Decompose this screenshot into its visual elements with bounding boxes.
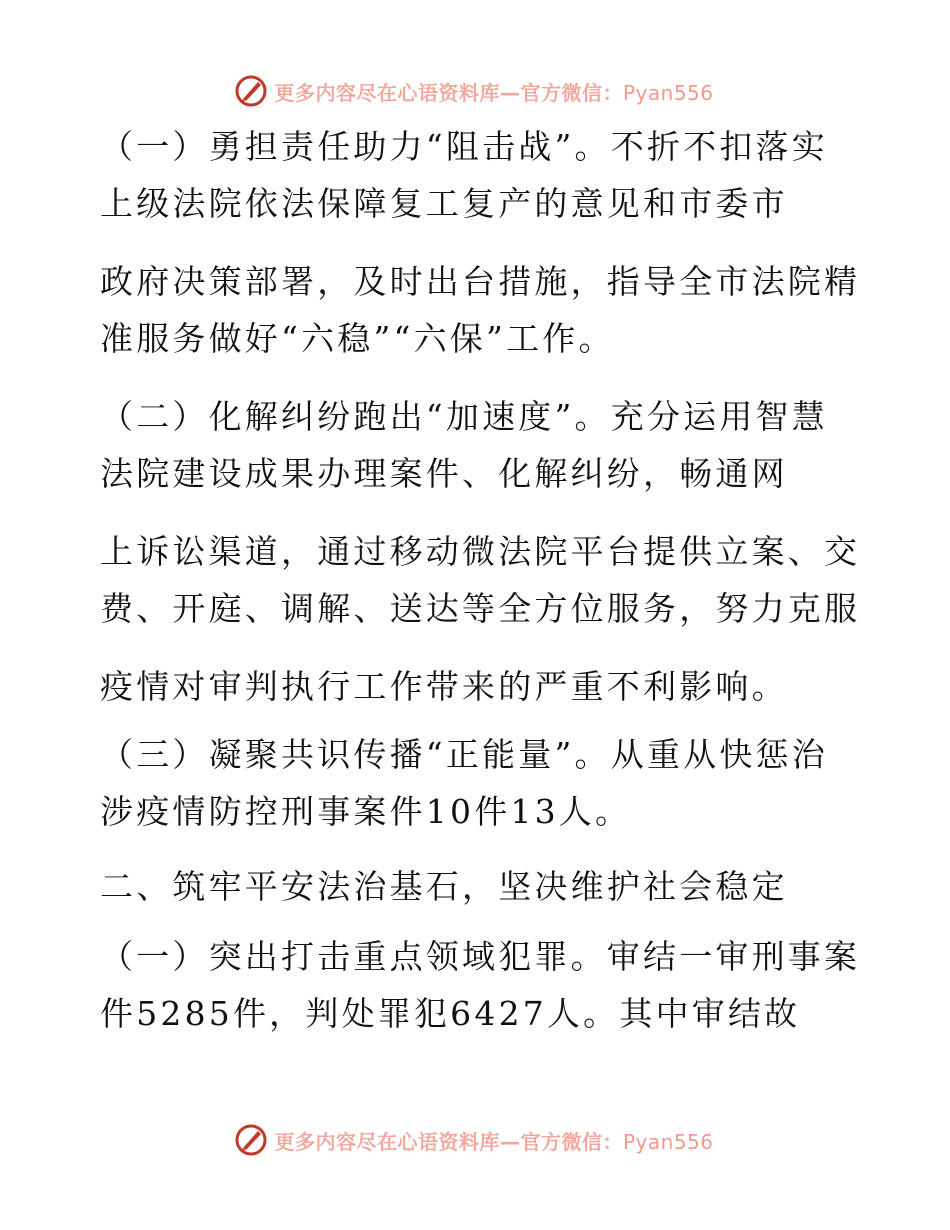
text-line: 疫情对审判执行工作带来的严重不利影响。 [100, 667, 788, 706]
text-line: （一）勇担责任助力“阻击战”。不折不扣落实 [100, 127, 828, 166]
text-line: 上诉讼渠道，通过移动微法院平台提供立案、交 [100, 532, 861, 571]
text-line: 上级法院依法保障复工复产的意见和市委市 [100, 184, 788, 223]
text-line: 法院建设成果办理案件、化解纠纷，畅通网 [100, 454, 788, 493]
header-watermark [0, 71, 950, 111]
text-line: 政府决策部署，及时出台措施，指导全市法院精 [100, 262, 861, 301]
watermark-text: 更多内容尽在心语资料库—官方微信： [274, 1129, 623, 1154]
footer-watermark [0, 1120, 950, 1160]
text-line: （一）突出打击重点领域犯罪。审结一审刑事案 [100, 937, 861, 976]
watermark-id: Pyan556 [622, 1129, 714, 1154]
section-heading: 二、筑牢平安法治基石，坚决维护社会稳定 [100, 867, 788, 906]
watermark-text: 更多内容尽在心语资料库—官方微信： [274, 80, 623, 105]
quill-logo-icon [234, 74, 268, 108]
text-line: （二）化解纠纷跑出“加速度”。充分运用智慧 [100, 397, 828, 436]
text-line: 涉疫情防控刑事案件10件13人。 [100, 792, 632, 831]
quill-logo-icon [234, 1123, 268, 1157]
text-line: （三）凝聚共识传播“正能量”。从重从快惩治 [100, 735, 828, 774]
text-line: 准服务做好“六稳”“六保”工作。 [100, 319, 615, 358]
watermark-id: Pyan556 [622, 80, 714, 105]
text-line: 件5285件，判处罪犯6427人。其中审结故 [100, 994, 801, 1033]
text-line: 费、开庭、调解、送达等全方位服务，努力克服 [100, 589, 861, 628]
